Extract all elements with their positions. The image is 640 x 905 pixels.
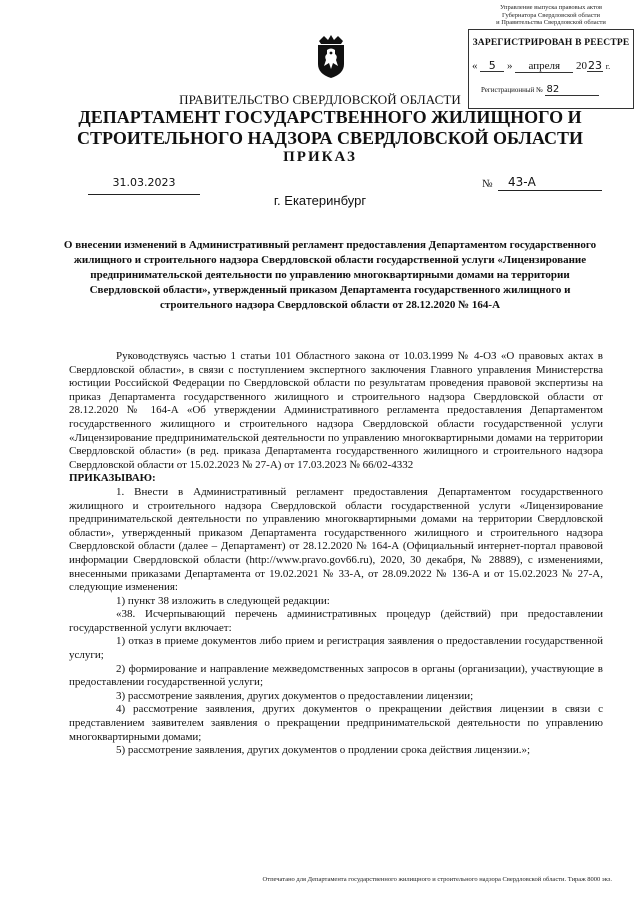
- stamp-number-label: Регистрационный №: [481, 86, 543, 94]
- order-body: [69, 350, 603, 758]
- department-title: ДЕПАРТАМЕНТ ГОСУДАРСТВЕННОГО ЖИЛИЩНОГО И СТРОИТЕЛЬНОГО НАДЗОРА СВЕРДЛОВСКОЙ ОБЛАСТИ: [77, 107, 583, 148]
- stamp-title: ЗАРЕГИСТРИРОВАН В РЕЕСТРЕ: [472, 38, 630, 48]
- order-word: ПРИКАЗЫВАЮ:: [69, 472, 156, 485]
- stamp-quote-close: »: [507, 60, 513, 72]
- stamp-year-unit: г.: [605, 62, 611, 71]
- number-sign: №: [482, 178, 493, 190]
- stamp-number-value: 82: [545, 84, 599, 96]
- clause-paragraph: 2) формирование и направление межведомственных запросов в органы (организации), участвующие в предоставлении государственной услуги;: [69, 662, 603, 689]
- order-number: [482, 175, 602, 193]
- clause-paragraph: 5) рассмотрение заявления, других документов о продлении срока действия лицензии.»;: [116, 744, 531, 757]
- clause-paragraph: 4) рассмотрение заявления, других документов о прекращении действия лицензии в связи с представлением заявителем заявления о прекращении предпринимательской деятельности по управлению многоквартирными домами;: [69, 703, 603, 743]
- stamp-issuer-line: и Правительства Свердловской области: [496, 19, 606, 26]
- clause-paragraph: 1) отказ в приеме документов либо прием и регистрация заявления о предоставлении государственной услуги;: [69, 635, 603, 662]
- order-heading: О внесении изменений в Административный регламент предоставления Департаментом государственного жилищного и строительного надзора Свердловской области государственной услуги «Лицензирование предпринимательской деятельности по управлению многоквартирными домами на территории Свердловской области», утвержденный приказом Департамента государственного жилищного и строительного надзора Свердловской области от 28.12.2020 № 164-А: [63, 239, 597, 311]
- order-number-value: 43-А: [498, 175, 602, 191]
- clause-paragraph: «38. Исчерпывающий перечень административных процедур (действий) при предоставлении государственной услуги включает:: [69, 608, 603, 634]
- government-title: ПРАВИТЕЛЬСТВО СВЕРДЛОВСКОЙ ОБЛАСТИ: [179, 92, 461, 107]
- stamp-quote-open: «: [472, 60, 478, 72]
- preamble-paragraph: Руководствуясь частью 1 статьи 101 Областного закона от 10.03.1999 № 4-ОЗ «О правовых актах в Свердловской области», в связи с поступлением экспертного заключения Главного управления Министерства юстиции Российской Федерации по Свердловской области по результатам проведения правовой экспертизы на приказ Департамента государственного жилищного и строительного надзора Свердловской области от 28.12.2020 № 164-А «Об утверждении Административного регламента предоставления Департаментом государственного жилищного и строительного надзора Свердловской области государственной услуги «Лицензирование предпринимательской деятельности по управлению многоквартирными домами на территории Свердловской области» (в ред. приказа Департамента государственного жилищного и строительного надзора Свердловской области от 15.02.2023 № 27-А) от 17.03.2023 № 66/02-4332: [69, 350, 603, 471]
- stamp-issuer-line: Управление выпуска правовых актов: [499, 4, 603, 11]
- order-city: г. Екатеринбург: [273, 193, 367, 208]
- coat-of-arms-icon: [314, 32, 348, 80]
- stamp-issuer-line: Губернатора Свердловской области: [501, 11, 601, 19]
- clause-paragraph: 3) рассмотрение заявления, других документов о предоставлении лицензии;: [116, 689, 474, 702]
- stamp-year-suffix: 23: [588, 59, 602, 72]
- stamp-date: [472, 60, 632, 73]
- order-date: 31.03.2023: [88, 176, 200, 195]
- clause-paragraph: 1. Внести в Административный регламент предоставления Департаментом государственного жилищного и строительного надзора Свердловской области государственной услуги «Лицензирование предпринимательской деятельности по управлению многоквартирными домами на территории Свердловской области», утвержденный приказом Департамента государственного жилищного и строительного надзора Свердловской области (далее – Департамент) от 28.12.2020 № 164-А (Официальный интернет-портал правовой информации Свердловской области (http://www.pravo.gov66.ru), 2020, 30 декабря, № 28889), с изменениями, внесенными приказами Департамента от 19.02.2021 № 33-А, от 28.09.2022 № 136-А и от 15.02.2023 № 27-А, следующие изменения:: [69, 485, 603, 594]
- stamp-day: 5: [480, 60, 504, 72]
- print-footer: Отпечатано для Департамента государственного жилищного и строительного надзора Свердловской области. Тираж 8000 экз.: [262, 876, 612, 883]
- clause-paragraph: 1) пункт 38 изложить в следующей редакции:: [116, 594, 330, 607]
- stamp-month: апреля: [515, 61, 573, 73]
- stamp-year-prefix: 20: [576, 60, 587, 72]
- stamp-issuer: [472, 4, 630, 27]
- document-type: ПРИКАЗ: [283, 149, 357, 165]
